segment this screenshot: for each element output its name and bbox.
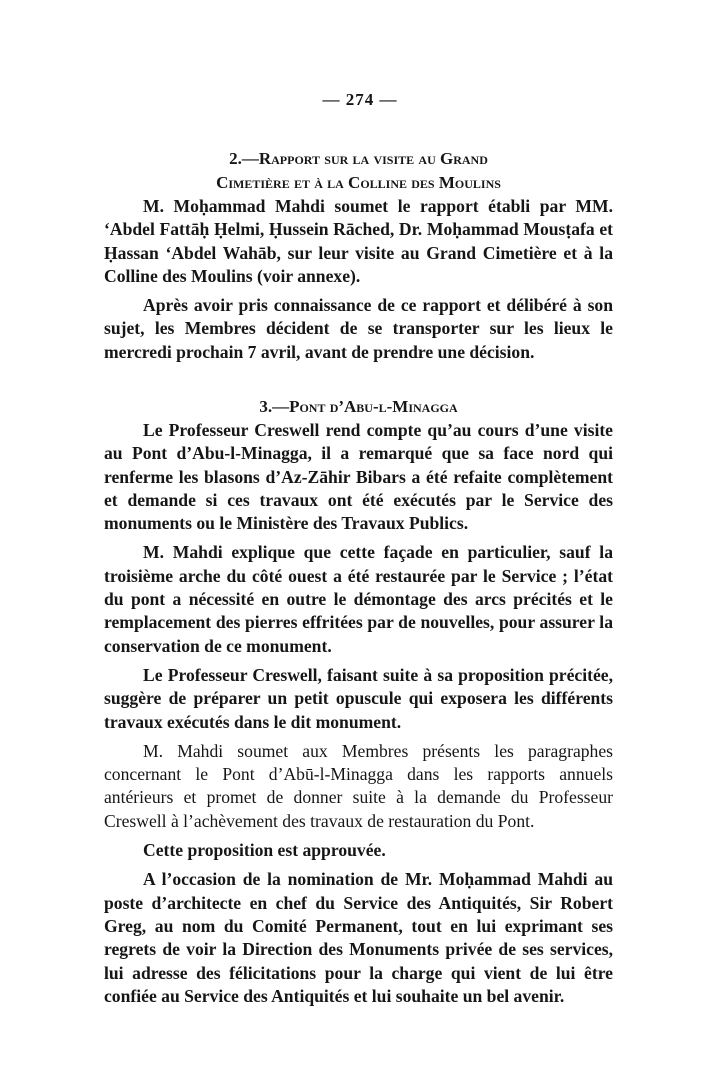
section-3-paragraph-1: Le Professeur Creswell rend compte qu’au cours d’une visite au Pont d’Abu-l-Minagga, il a remarqué que sa face nord qui renferme les blasons d’Az-Zāhir Bibars a été refaite complètement et demande si ces travaux ont été exécutés par le Service des monuments ou le Ministère des Travaux Publics. (104, 420, 613, 534)
section-3-paragraph-2: M. Mahdi explique que cette façade en particulier, sauf la troisième arche du côté ouest a été restaurée par le Service ; l’état du pont a nécessité en outre le démontage des arcs précités et le remplacement des pierres effritées par de nouvelles, pour assurer la conservation de ce monument. (104, 542, 613, 656)
section-3-paragraph-3: Le Professeur Creswell, faisant suite à sa proposition précitée, suggère de préparer un petit opuscule qui exposera les différents travaux exécutés dans le dit monument. (104, 664, 613, 732)
section-3-paragraph-5: Cette proposition est approuvée. (143, 840, 386, 861)
section-2-paragraph-2: Après avoir pris connaissance de ce rapport et délibéré à son sujet, les Membres décident de se transporter sur les lieux le mercredi prochain 7 avril, avant de prendre une décision. (104, 295, 613, 362)
page-number: — 274 — (322, 90, 398, 109)
section-3-paragraph-4: M. Mahdi soumet aux Membres présents les paragraphes concernant le Pont d’Abū-l-Minagga dans les rapports annuels antérieurs et promet de donner suite à la demande du Professeur Creswell à l’achèvement des travaux de restauration du Pont. (104, 740, 613, 831)
section-3-paragraph-6: A l’occasion de la nomination de Mr. Moḥammad Mahdi au poste d’architecte en chef du Service des Antiquités, Sir Robert Greg, au nom du Comité Permanent, tout en lui exprimant ses regrets de voir la Direction des Monuments privée de ses services, lui adresse des félicitations pour la charge qui vient de lui être confiée au Service des Antiquités et lui souhaite un bel avenir. (104, 869, 613, 1006)
section-2 (104, 147, 613, 364)
section-3-heading: 3.—Pont d’Abu-l-Minagga (259, 397, 458, 416)
section-2-paragraph-1: M. Moḥammad Mahdi soumet le rapport établi par MM. ‘Abdel Fattāḥ Ḥelmi, Ḥussein Rāched, Dr. Moḥammad Mousṭafa et Ḥassan ‘Abdel Wahāb, sur leur visite au Grand Cimetière et à la Colline des Moulins (voir annexe). (104, 196, 613, 286)
section-3 (104, 395, 613, 1008)
section-2-heading-line-1: 2.—Rapport sur la visite au Grand (229, 149, 488, 168)
section-2-heading-line-2: Cimetière et à la Colline des Moulins (216, 173, 501, 192)
